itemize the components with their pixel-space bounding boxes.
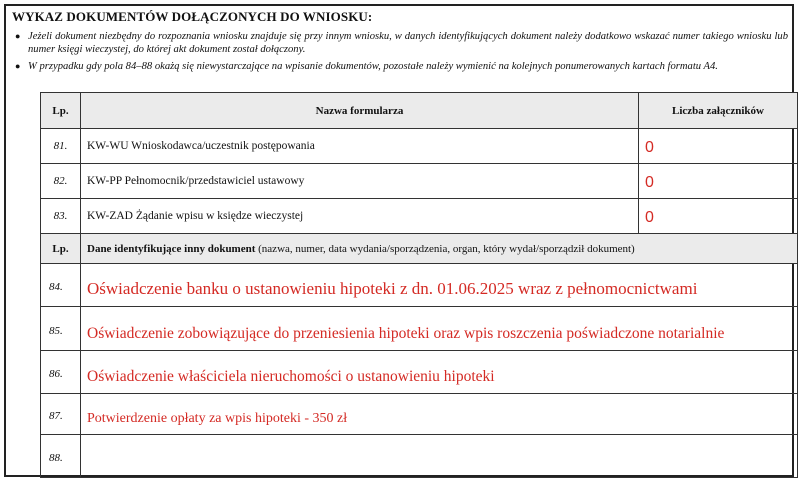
table-row: [41, 435, 798, 478]
table-row: [41, 199, 798, 234]
document-field[interactable]: [81, 307, 798, 351]
table-row: [41, 394, 798, 435]
document-field[interactable]: [81, 264, 798, 307]
docs-header-bold: Dane identyfikujące inny dokument: [87, 242, 256, 255]
row-number: 84.: [41, 264, 81, 307]
row-number: 86.: [41, 351, 81, 394]
document-field[interactable]: [81, 435, 798, 478]
document-field[interactable]: [81, 394, 798, 435]
col-name-header: Nazwa formularza: [81, 93, 639, 129]
attachment-count-field[interactable]: [639, 129, 798, 164]
table-row: [41, 351, 798, 394]
attachment-count-value: 0: [645, 139, 654, 156]
row-number: 87.: [41, 394, 81, 435]
docs-lp-header: Lp.: [41, 234, 81, 264]
document-value: Oświadczenie właściciela nieruchomości o ustanowieniu hipoteki: [87, 368, 495, 385]
col-count-header: Liczba załączników: [639, 93, 798, 129]
form-name: KW-PP Pełnomocnik/przedstawiciel ustawowy: [81, 164, 639, 199]
col-lp-header: Lp.: [41, 93, 81, 129]
table-row: [41, 307, 798, 351]
bullet-icon: ●: [15, 61, 21, 71]
bullet-icon: ●: [15, 31, 21, 41]
table-row: [41, 129, 798, 164]
attachment-count-value: 0: [645, 209, 654, 226]
form-name: KW-ZAD Żądanie wpisu w księdze wieczystej: [81, 199, 639, 234]
docs-description-header: [81, 234, 798, 264]
row-number: 83.: [41, 199, 81, 234]
document-value: Oświadczenie banku o ustanowieniu hipoteki z dn. 01.06.2025 wraz z pełnomocnictwami: [87, 279, 698, 298]
form-name: KW-WU Wnioskodawca/uczestnik postępowania: [81, 129, 639, 164]
docs-header-detail: (nazwa, numer, data wydania/sporządzenia, organ, który wydał/sporządził dokument): [255, 242, 635, 255]
row-number: 88.: [41, 435, 81, 478]
forms-header-row: [41, 93, 798, 129]
document-field[interactable]: [81, 351, 798, 394]
table-row: [41, 264, 798, 307]
row-number: 82.: [41, 164, 81, 199]
attachments-table: [40, 92, 798, 478]
docs-header-row: [41, 234, 798, 264]
document-list-form: [4, 4, 794, 477]
table-row: [41, 164, 798, 199]
section-title: WYKAZ DOKUMENTÓW DOŁĄCZONYCH DO WNIOSKU:: [12, 9, 373, 24]
note-other-application: Jeżeli dokument niezbędny do rozpoznania wniosku znajduje się przy innym wniosku, w danych identyfikujących dokument należy dodatkowo wskazać numer takiego wniosku lub numer księgi wieczystej, do której akt dokument został dołączony.: [28, 31, 788, 55]
attachment-count-field[interactable]: [639, 199, 798, 234]
document-value: Potwierdzenie opłaty za wpis hipoteki - 350 zł: [87, 411, 348, 426]
row-number: 85.: [41, 307, 81, 351]
attachment-count-value: 0: [645, 174, 654, 191]
note-extra-pages: W przypadku gdy pola 84–88 okażą się niewystarczające na wpisanie dokumentów, pozostałe należy wymienić na kolejnych ponumerowanych kartach formatu A4.: [28, 61, 718, 72]
attachment-count-field[interactable]: [639, 164, 798, 199]
document-value: Oświadczenie zobowiązujące do przeniesienia hipoteki oraz wpis roszczenia poświadczone notarialnie: [87, 325, 725, 342]
row-number: 81.: [41, 129, 81, 164]
